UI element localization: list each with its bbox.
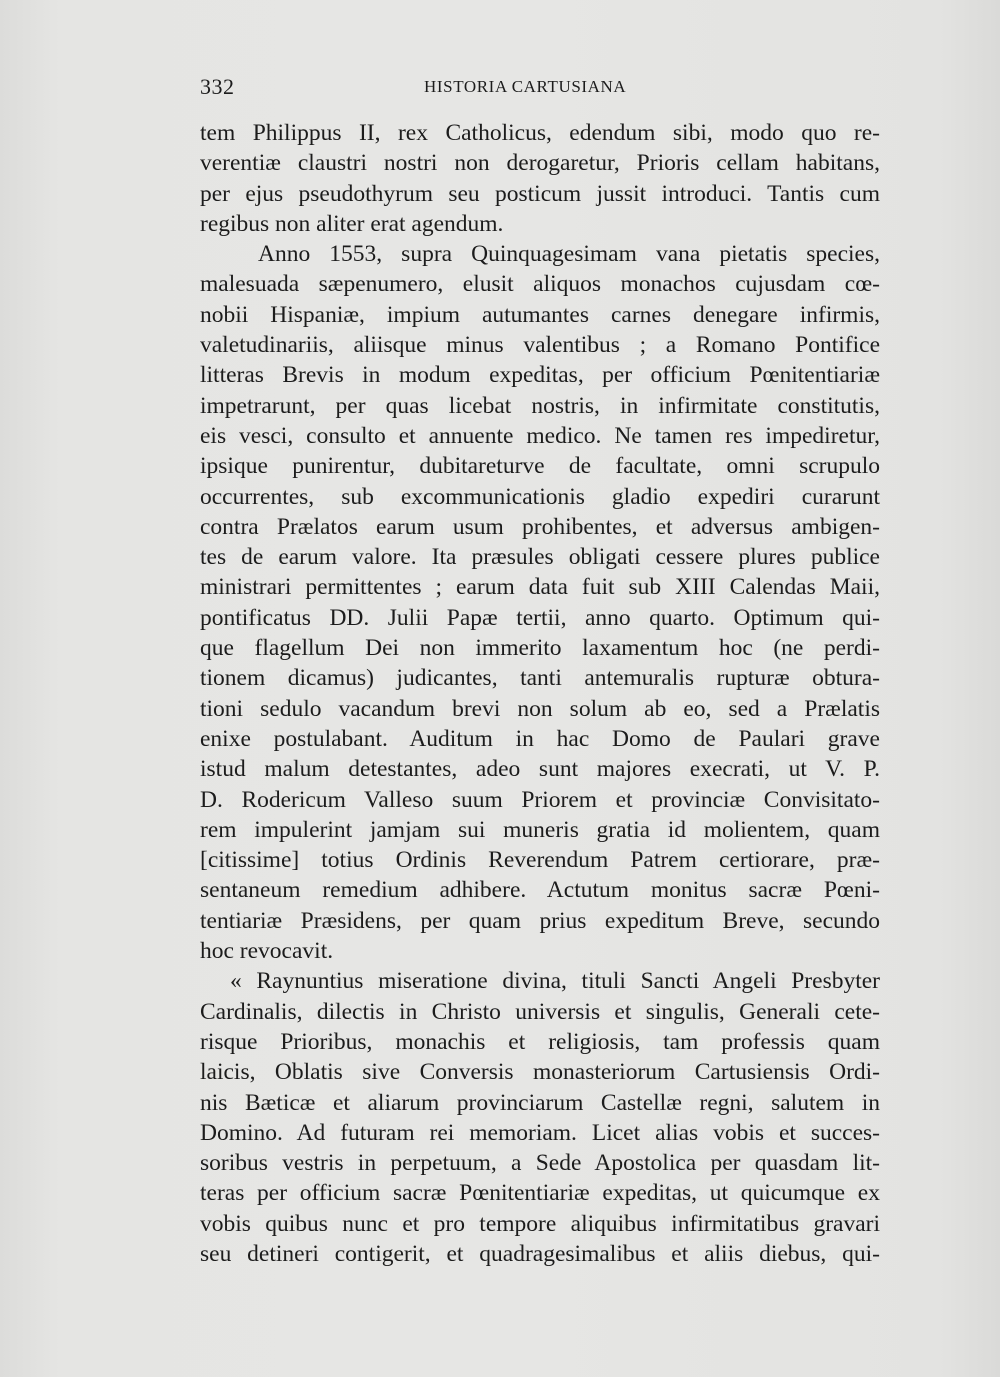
page-number: 332 bbox=[200, 74, 235, 99]
text-line: nobii Hispaniæ, impium autumantes carnes denegare infirmis, bbox=[200, 301, 880, 328]
text-line: ipsique punirentur, dubitareturve de facultate, omni scrupulo bbox=[200, 453, 880, 480]
text-line: « Raynuntius miseratione divina, tituli Sancti Angeli Presbyter bbox=[230, 968, 880, 995]
text-line: sentaneum remedium adhibere. Actutum monitus sacræ Pœni- bbox=[200, 877, 880, 904]
text-line: laicis, Oblatis sive Conversis monasteriorum Cartusiensis Ordi- bbox=[200, 1059, 880, 1086]
text-line: valetudinariis, aliisque minus valentibus ; a Romano Pontifice bbox=[200, 332, 880, 359]
text-line: Domino. Ad futuram rei memoriam. Licet alias vobis et succes- bbox=[200, 1119, 880, 1146]
text-line: verentiæ claustri nostri non derogaretur, Prioris cellam habitans, bbox=[200, 150, 880, 177]
text-line: eis vesci, consulto et annuente medico. Ne tamen res impediretur, bbox=[200, 422, 880, 449]
text-line: per ejus pseudothyrum seu posticum jussit introduci. Tantis cum bbox=[200, 180, 880, 207]
text-line: Anno 1553, supra Quinquagesimam vana pietatis species, bbox=[258, 241, 880, 268]
text-line: risque Prioribus, monachis et religiosis, tam professis quam bbox=[200, 1028, 880, 1055]
text-line: ministrari permittentes ; earum data fuit sub XIII Calendas Maii, bbox=[200, 574, 880, 601]
text-line: malesuada sæpenumero, elusit aliquos monachos cujusdam cœ- bbox=[200, 271, 880, 298]
text-line: seu detineri contigerit, et quadragesimalibus et aliis diebus, qui- bbox=[200, 1240, 880, 1267]
text-line: pontificatus DD. Julii Papæ tertii, anno quarto. Optimum qui- bbox=[200, 604, 880, 631]
text-line: rem impulerint jamjam sui muneris gratia id molientem, quam bbox=[200, 816, 880, 843]
text-line: occurrentes, sub excommunicationis gladio expediri curarunt bbox=[200, 483, 880, 510]
text-line: tionem dicamus) judicantes, tanti antemuralis rupturæ obtura- bbox=[200, 665, 880, 692]
text-line: que flagellum Dei non immerito laxamentum hoc (ne perdi- bbox=[200, 635, 880, 662]
text-line: impetrarunt, per quas licebat nostris, in infirmitate constitutis, bbox=[200, 392, 880, 419]
text-line: istud malum detestantes, adeo sunt majores execrati, ut V. P. bbox=[200, 756, 880, 783]
text-line: regibus non aliter erat agendum. bbox=[200, 210, 504, 237]
text-line: D. Rodericum Valleso suum Priorem et provinciæ Convisitato- bbox=[200, 786, 880, 813]
text-line: tentiariæ Præsidens, per quam prius expeditum Breve, secundo bbox=[200, 907, 880, 934]
text-line: tioni sedulo vacandum brevi non solum ab eo, sed a Prælatis bbox=[200, 695, 880, 722]
text-line: hoc revocavit. bbox=[200, 938, 334, 965]
text-line: nis Bæticæ et aliarum provinciarum Castellæ regni, salutem in bbox=[200, 1089, 880, 1116]
text-line: litteras Brevis in modum expeditas, per officium Pœnitentiariæ bbox=[200, 362, 880, 389]
text-line: tem Philippus II, rex Catholicus, edendum sibi, modo quo re- bbox=[200, 120, 880, 146]
text-line: tes de earum valore. Ita præsules obligati cessere plures publice bbox=[200, 544, 880, 571]
running-head bbox=[200, 74, 880, 104]
text-line: [citissime] totius Ordinis Reverendum Patrem certiorare, præ- bbox=[200, 847, 880, 874]
running-title: HISTORIA CARTUSIANA bbox=[424, 77, 627, 96]
text-line: enixe postulabant. Auditum in hac Domo de Paulari grave bbox=[200, 725, 880, 752]
body-text bbox=[200, 118, 880, 1269]
text-line: soribus vestris in perpetuum, a Sede Apostolica per quasdam lit- bbox=[200, 1150, 880, 1177]
text-line: vobis quibus nunc et pro tempore aliquibus infirmitatibus gravari bbox=[200, 1210, 880, 1237]
text-line: teras per officium sacræ Pœnitentiariæ expeditas, ut quicumque ex bbox=[200, 1180, 880, 1207]
text-line: Cardinalis, dilectis in Christo universis et singulis, Generali cete- bbox=[200, 998, 880, 1025]
text-line: contra Prælatos earum usum prohibentes, et adversus ambigen- bbox=[200, 513, 880, 540]
